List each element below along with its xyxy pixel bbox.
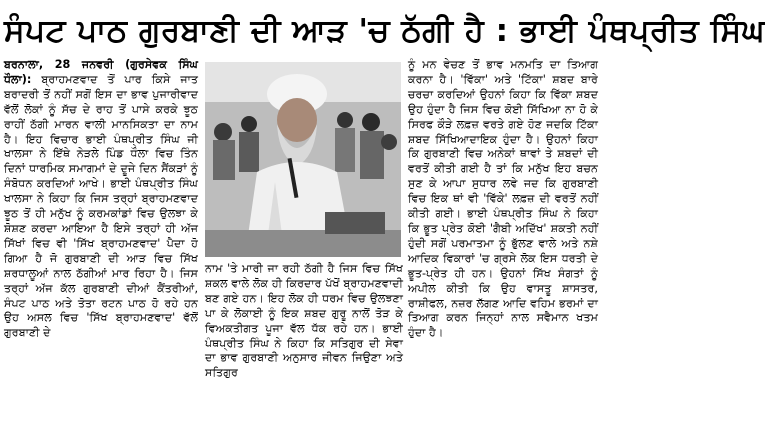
- article-column-left: [4, 58, 198, 435]
- news-photo: [205, 62, 401, 257]
- speaker-photo-illustration: [205, 62, 401, 257]
- dateline: ਬਰਨਾਲਾ, 28 ਜਨਵਰੀ (ਗੁਰਸੇਵਕ ਸਿੰਘ ਧੌਲਾ):: [4, 58, 198, 86]
- headline: ਸੰਪਟ ਪਾਠ ਗੁਰਬਾਣੀ ਦੀ ਆੜ 'ਚ ਠੱਗੀ ਹੈ : ਭਾਈ ਪੰਥਪ੍ਰੀਤ ਸਿੰਘ: [4, 13, 765, 49]
- article-text-right: ਨੂੰ ਮਨ ਵੇਚਣ ਤੋਂ ਭਾਵ ਮਨਮਤਿ ਦਾ ਤਿਆਗ ਕਰਨਾ ਹੈ। 'ਵਿੱਕਾ' ਅਤੇ 'ਟਿੱਕਾ' ਸ਼ਬਦ ਬਾਰੇ ਚਰਚਾ ਕਰਦਿਆਂ ਉਹਨਾਂ ਕਿਹਾ ਕਿ ਵਿੱਕਾ ਸ਼ਬਦ ਉਹ ਹੁੰਦਾ ਹੈ ਜਿਸ ਵਿਚ ਕੋਈ ਸਿੱਖਿਆ ਨਾ ਹੋ ਕੇ ਸਿਰਫ ਕੌੜੇ ਲਫ਼ਜ਼ ਵਰਤੇ ਗਏ ਹੋਣ ਜਦਕਿ ਟਿੱਕਾ ਸ਼ਬਦ ਸਿੱਖਿਆਦਾਇਕ ਹੁੰਦਾ ਹੈ। ਉਹਨਾਂ ਕਿਹਾ ਕਿ ਗੁਰਬਾਣੀ ਵਿਚ ਅਨੇਕਾਂ ਥਾਵਾਂ ਤੇ ਸ਼ਬਦਾਂ ਦੀ ਵਰਤੋਂ ਕੀਤੀ ਗਈ ਹੈ ਤਾਂ ਕਿ ਮਨੁੱਖ ਇਹ ਬਚਨ ਸੁਣ ਕੇ ਆਪਾ ਸੁਧਾਰ ਲਵੇ ਜਦ ਕਿ ਗੁਰਬਾਣੀ ਵਿਚ ਇਕ ਥਾਂ ਵੀ 'ਵਿੱਕੇ' ਲਫ਼ਜ਼ ਦੀ ਵਰਤੋਂ ਨਹੀਂ ਕੀਤੀ ਗਈ। ਭਾਈ ਪੰਥਪ੍ਰੀਤ ਸਿੰਘ ਨੇ ਕਿਹਾ ਕਿ ਭੂਤ ਪ੍ਰੇਤ ਕੋਈ 'ਗੈਬੀ ਅਦਿੱਖ' ਸ਼ਕਤੀ ਨਹੀਂ ਹੁੰਦੀ ਸਗੋਂ ਪਰਮਾਤਮਾ ਨੂੰ ਭੁੱਲਣ ਵਾਲੇ ਅਤੇ ਨਸ਼ੇ ਆਦਿਕ ਵਿਕਾਰਾਂ 'ਚ ਗ੍ਰਸੇ ਲੋਕ ਇਸ ਧਰਤੀ ਦੇ ਭੂਤ-ਪ੍ਰੇਤ ਹੀ ਹਨ। ਉਹਨਾਂ ਸਿੱਖ ਸੰਗਤਾਂ ਨੂੰ ਅਪੀਲ ਕੀਤੀ ਕਿ ਉਹ ਵਾਸਤੂ ਸ਼ਾਸਤਰ, ਰਾਸ਼ੀਫਲ, ਨਜ਼ਰ ਲੱਗਣ ਆਦਿ ਵਹਿਮ ਭਰਮਾਂ ਦਾ ਤਿਆਗ ਕਰਨ ਜਿਨ੍ਹਾਂ ਨਾਲ ਸਵੈਮਾਨ ਖਤਮ ਹੁੰਦਾ ਹੈ।: [408, 58, 598, 340]
- article-column-right: [408, 58, 598, 435]
- article-column-middle: [205, 262, 403, 435]
- article-text-left: ਬ੍ਰਾਹਮਣਵਾਦ ਤੋਂ ਪਾਰ ਕਿਸੇ ਜਾਤ ਬਰਾਦਰੀ ਤੋਂ ਨਹੀਂ ਸਗੋਂ ਇਸ ਦਾ ਭਾਵ ਪੁਜਾਰੀਵਾਦ ਵੱਲੋਂ ਲੋਕਾਂ ਨੂੰ ਸੱਚ ਦੇ ਰਾਹ ਤੋਂ ਪਾਸੇ ਕਰਕੇ ਝੂਠ ਰਾਹੀਂ ਠੱਗੀ ਮਾਰਨ ਵਾਲੀ ਮਾਨਸਿਕਤਾ ਦਾ ਨਾਮ ਹੈ। ਇਹ ਵਿਚਾਰ ਭਾਈ ਪੰਥਪ੍ਰੀਤ ਸਿੰਘ ਜੀ ਖਾਲਸਾ ਨੇ ਇੱਥੇ ਨੇੜਲੇ ਪਿੰਡ ਧੌਲਾ ਵਿਚ ਤਿੰਨ ਦਿਨਾਂ ਧਾਰਮਿਕ ਸਮਾਗਮਾਂ ਦੇ ਦੂਜੇ ਦਿਨ ਸੈਂਕੜਾਂ ਨੂੰ ਸੰਬੋਧਨ ਕਰਦਿਆਂ ਆਖੇ। ਭਾਈ ਪੰਥਪ੍ਰੀਤ ਸਿੰਘ ਖਾਲਸਾ ਨੇ ਕਿਹਾ ਕਿ ਜਿਸ ਤਰ੍ਹਾਂ ਬ੍ਰਾਹਮਣਵਾਦ ਝੂਠ ਤੋਂ ਹੀ ਮਨੁੱਖ ਨੂੰ ਕਰਮਕਾਂਡਾਂ ਵਿਚ ਉਲਝਾ ਕੇ ਸ਼ੋਸ਼ਣ ਕਰਦਾ ਆਇਆ ਹੈ ਇਸੇ ਤਰ੍ਹਾਂ ਹੀ ਅੱਜ ਸਿੱਖਾਂ ਵਿਚ ਵੀ 'ਸਿੱਖ ਬ੍ਰਾਹਮਣਵਾਦ' ਪੈਦਾ ਹੋ ਗਿਆ ਹੈ ਜੋ ਗੁਰਬਾਣੀ ਦੀ ਆੜ ਵਿਚ ਸਿੱਖ ਸ਼ਰਧਾਲੂਆਂ ਨਾਲ ਠੱਗੀਆਂ ਮਾਰ ਰਿਹਾ ਹੈ। ਜਿਸ ਤਰ੍ਹਾਂ ਅੱਜ ਕੱਲ ਗੁਰਬਾਣੀ ਦੀਆਂ ਕੈਂਤਰੀਆਂ, ਸੰਪਟ ਪਾਠ ਅਤੇ ਤੋਤਾ ਰਟਨ ਪਾਠ ਹੋ ਰਹੇ ਹਨ ਉਹ ਅਸਲ ਵਿਚ 'ਸਿੱਖ ਬ੍ਰਾਹਮਣਵਾਦ' ਵੱਲੋਂ ਗੁਰਬਾਣੀ ਦੇ: [4, 72, 198, 340]
- article-text-middle: ਨਾਮ 'ਤੇ ਮਾਰੀ ਜਾ ਰਹੀ ਠੱਗੀ ਹੈ ਜਿਸ ਵਿਚ ਸਿੱਖ ਸ਼ਕਲ ਵਾਲੇ ਲੋਕ ਹੀ ਕਿਰਦਾਰ ਪੱਖੋਂ ਬ੍ਰਾਹਮਣਵਾਦੀ ਬਣ ਗਏ ਹਨ। ਇਹ ਲੋਕ ਹੀ ਧਰਮ ਵਿਚ ਉਲਝਣਾ ਪਾ ਕੇ ਲੋਕਾਈ ਨੂੰ ਇਕ ਸ਼ਬਦ ਗੁਰੂ ਨਾਲੋਂ ਤੋੜ ਕੇ ਵਿਅਕਤੀਗਤ ਪੂਜਾ ਵੱਲ ਧੱਕ ਰਹੇ ਹਨ। ਭਾਈ ਪੰਥਪ੍ਰੀਤ ਸਿੰਘ ਨੇ ਕਿਹਾ ਕਿ ਸਤਿਗੁਰ ਦੀ ਸੇਵਾ ਦਾ ਭਾਵ ਗੁਰਬਾਣੀ ਅਨੁਸਾਰ ਜੀਵਨ ਜਿਉਣਾ ਅਤੇ ਸਤਿਗੁਰ: [205, 262, 403, 380]
